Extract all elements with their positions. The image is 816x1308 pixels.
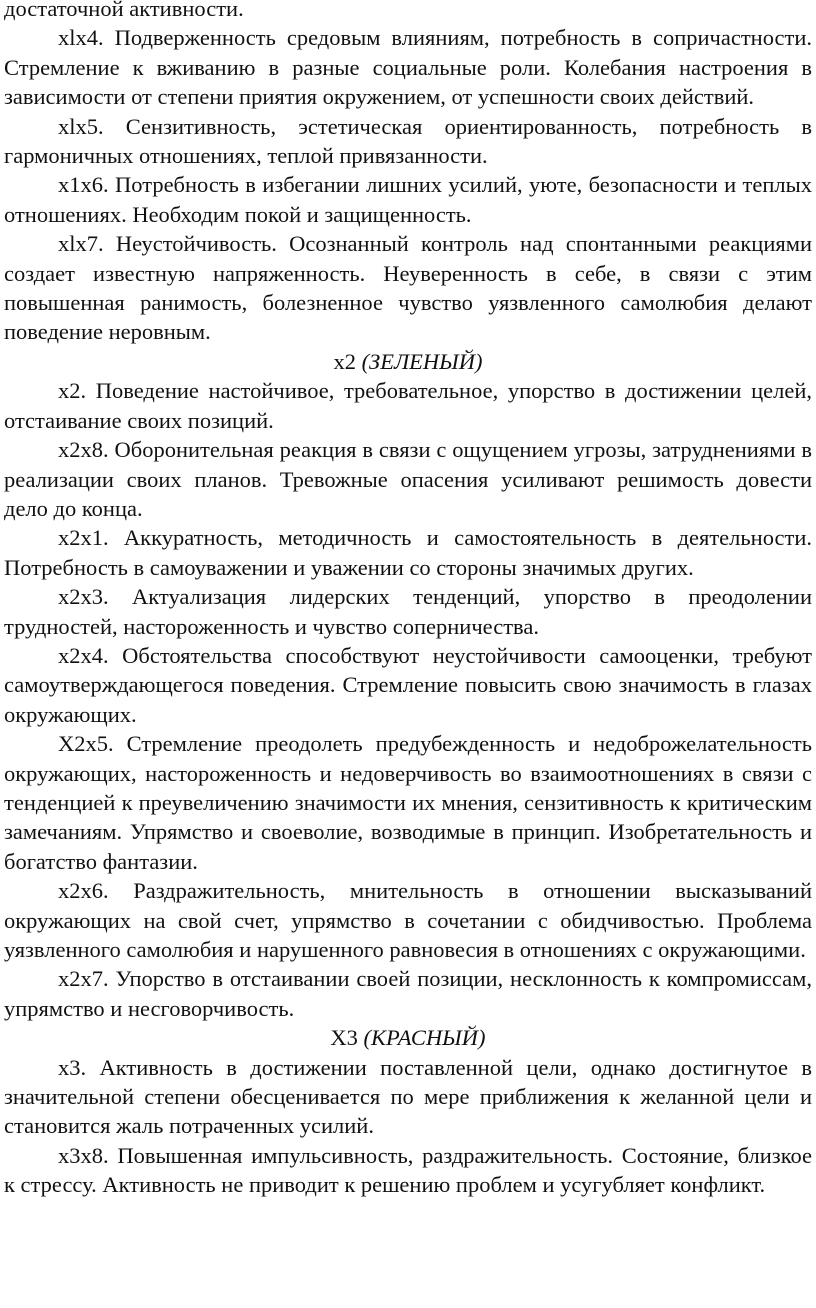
paragraph-x2: x2. Поведение настойчивое, требовательное, упорство в достижении целей, отстаивание своих позиций.: [4, 378, 812, 433]
paragraph-x2x8: x2x8. Оборонительная реакция в связи с ощущением угрозы, затруднениями в реализации своих планов. Тревожные опасения усиливают решимость довести дело до конца.: [4, 437, 812, 521]
paragraph-x3: x3. Активность в достижении поставленной цели, однако достигнутое в значительной степени обесценивается по мере приближения к желанной цели и становится жаль потраченных усилий.: [4, 1054, 812, 1139]
paragraph-continuation: достаточной активности.: [4, 0, 244, 21]
document-page: [4, 0, 812, 1200]
paragraph-x2x3: x2x3. Актуализация лидерских тенденций, упорство в преодолении трудностей, настороженность и чувство соперничества.: [4, 584, 812, 639]
section-label-x2: (ЗЕЛЕНЫЙ): [361, 348, 483, 374]
paragraph-x2x5: X2x5. Стремление преодолеть предубежденность и недоброжелательность окружающих, настороженность и недоверчивость во взаимоотношениях в связи с тенденцией к преувеличению значимости их мнения, сензитивность к критическим замечаниям. Упрямство и своеволие, возводимые в принцип. Изобретательность и богатство фантазии.: [4, 731, 812, 874]
paragraph-x1x7: xlx7. Неустойчивость. Осознанный контроль над спонтанными реакциями создает известную напряженность. Неуверенность в себе, в связи с этим повышенная ранимость, болезненное чувство уязвленного самолюбия делают поведение неровным.: [4, 231, 812, 345]
paragraph-x1x4: xlx4. Подверженность средовым влияниям, потребность в сопричастности. Стремление к вживанию в разные социальные роли. Колебания настроения в зависимости от степени приятия окружением, от успешности своих действий.: [4, 25, 812, 110]
paragraph-x1x6: x1x6. Потребность в избегании лишних усилий, уюте, безопасности и теплых отношениях. Необходим покой и защищенность.: [4, 172, 812, 227]
paragraph-x1x5: xlx5. Сензитивность, эстетическая ориентированность, потребность в гармоничных отношениях, теплой привязанности.: [4, 113, 812, 169]
paragraph-x2x6: x2x6. Раздражительность, мнительность в отношении высказываний окружающих на свой счет, упрямство в сочетании с обидчивостью. Проблема уязвленного самолюбия и нарушенного равновесия в отношениях с окружающими.: [4, 878, 812, 962]
section-code-x2: x2: [333, 348, 356, 374]
section-code-x3: X3: [330, 1025, 358, 1051]
paragraph-x2x1: x2x1. Аккуратность, методичность и самостоятельность в деятельности. Потребность в самоуважении и уважении со стороны значимых других.: [4, 525, 812, 580]
paragraph-x3x8: x3x8. Повышенная импульсивность, раздражительность. Состояние, близкое к стрессу. Активность не приводит к решению проблем и усугубляет конфликт.: [4, 1142, 812, 1198]
section-heading-x2: [4, 347, 812, 376]
section-label-x3: (КРАСНЫЙ): [363, 1025, 486, 1051]
section-heading-x3: [4, 1023, 812, 1052]
paragraph-x2x7: x2x7. Упорство в отстаивании своей позиции, несклонность к компромиссам, упрямство и несговорчивость.: [4, 966, 812, 1021]
paragraph-x2x4: x2x4. Обстоятельства способствуют неустойчивости самооценки, требуют самоутверждающегося поведения. Стремление повысить свою значимость в глазах окружающих.: [4, 642, 812, 727]
